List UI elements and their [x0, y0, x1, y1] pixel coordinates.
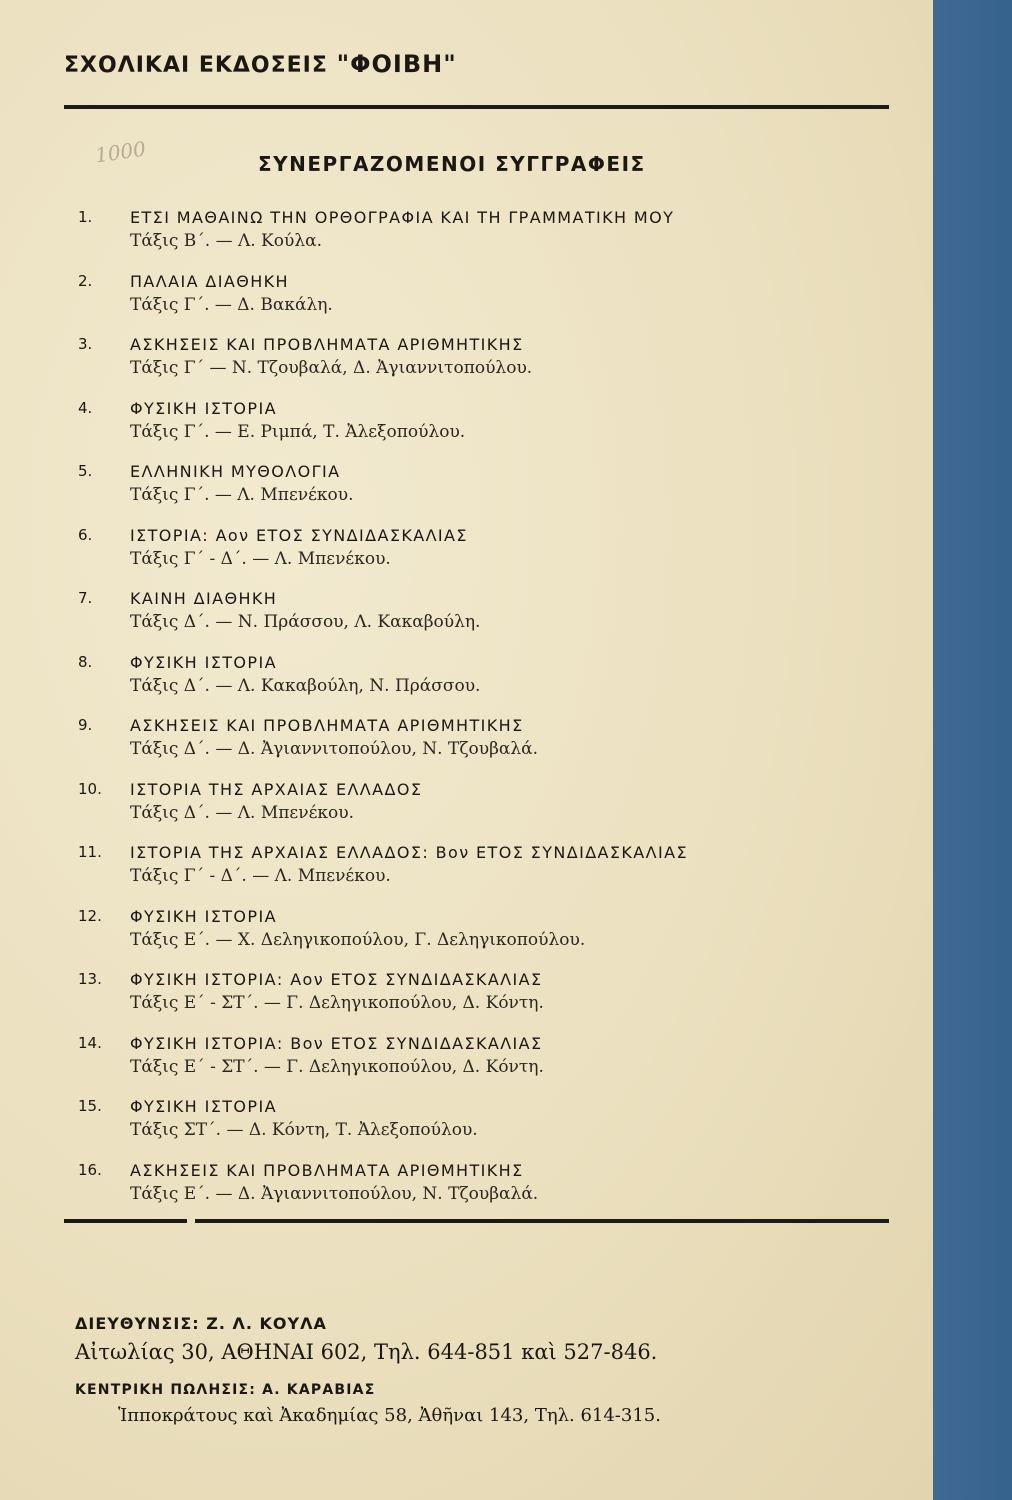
entry-number: 4.	[78, 398, 93, 417]
entry-detail: Τάξις Γ΄. — Δ. Βακάλη.	[130, 294, 333, 315]
entry-number: 15.	[78, 1097, 102, 1115]
list-item	[0, 843, 900, 905]
entry-title: ΠΑΛΑΙΑ ΔΙΑΘΗΚΗ	[130, 271, 289, 291]
address-line: Αἰτωλίας 30, ΑΘΗΝΑΙ 602, Τηλ. 644-851 καὶ 527-846.	[75, 1340, 658, 1364]
sales-line: Ἱπποκράτους καὶ Ἀκαδημίας 58, Ἀθῆναι 143, Τηλ. 614-315.	[118, 1405, 661, 1426]
section-title: ΣΥΝΕΡΓΑΖΟΜΕΝΟΙ ΣΥΓΓΡΑΦΕΙΣ	[258, 152, 646, 176]
list-item	[0, 1097, 900, 1159]
list-item	[0, 272, 900, 334]
address-label: ΔΙΕΥΘΥΝΣΙΣ: Ζ. Λ. ΚΟΥΛΑ	[75, 1314, 327, 1333]
list-item	[0, 716, 900, 778]
entry-title: ΕΤΣΙ ΜΑΘΑΙΝΩ ΤΗΝ ΟΡΘΟΓΡΑΦΙΑ ΚΑΙ ΤΗ ΓΡΑΜΜΑΤΙΚΗ ΜΟΥ	[130, 208, 675, 227]
entry-title: ΚΑΙΝΗ ΔΙΑΘΗΚΗ	[130, 589, 278, 608]
entry-number: 5.	[78, 462, 93, 480]
series-header	[64, 50, 457, 78]
entry-title: ΑΣΚΗΣΕΙΣ ΚΑΙ ΠΡΟΒΛΗΜΑΤΑ ΑΡΙΘΜΗΤΙΚΗΣ	[130, 1160, 524, 1180]
entry-number: 9.	[78, 716, 93, 734]
list-item	[0, 907, 900, 969]
bottom-divider-left	[64, 1219, 187, 1223]
list-item	[0, 462, 900, 524]
entry-detail: Τάξις Γ΄ — Ν. Τζουβαλά, Δ. Ἀγιαννιτοπούλου.	[130, 358, 533, 378]
entry-title: ΙΣΤΟΡΙΑ ΤΗΣ ΑΡΧΑΙΑΣ ΕΛΛΑΔΟΣ: Βον ΕΤΟΣ ΣΥΝΔΙΔΑΣΚΑΛΙΑΣ	[130, 843, 688, 862]
list-item	[0, 399, 900, 461]
sales-label: ΚΕΝΤΡΙΚΗ ΠΩΛΗΣΙΣ: Α. ΚΑΡΑΒΙΑΣ	[75, 1382, 376, 1398]
entry-number: 6.	[78, 525, 93, 544]
entry-title: ΙΣΤΟΡΙΑ: Αον ΕΤΟΣ ΣΥΝΔΙΔΑΣΚΑΛΙΑΣ	[130, 525, 468, 545]
entry-title: ΦΥΣΙΚΗ ΙΣΤΟΡΙΑ: Αον ΕΤΟΣ ΣΥΝΔΙΔΑΣΚΑΛΙΑΣ	[130, 970, 543, 989]
entry-number: 13.	[78, 970, 102, 988]
entry-title: ΑΣΚΗΣΕΙΣ ΚΑΙ ΠΡΟΒΛΗΜΑΤΑ ΑΡΙΘΜΗΤΙΚΗΣ	[130, 716, 524, 735]
entry-number: 1.	[78, 208, 93, 226]
entry-number: 2.	[78, 271, 93, 290]
series-name: ΣΧΟΛΙΚΑΙ ΕΚΔΟΣΕΙΣ	[64, 53, 328, 78]
entry-detail: Τάξις Ε΄ - ΣΤ΄. — Γ. Δεληγικοπούλου, Δ. Κόντη.	[130, 1056, 544, 1077]
list-item	[0, 1161, 900, 1223]
entry-detail: Τάξις Δ΄. — Λ. Κακαβούλη, Ν. Πράσσου.	[130, 675, 481, 696]
blue-spine	[933, 0, 1012, 1500]
entry-number: 12.	[78, 906, 102, 925]
entry-detail: Τάξις Γ΄. — Λ. Μπενέκου.	[130, 485, 354, 505]
entry-detail: Τάξις Γ΄ - Δ΄. — Λ. Μπενέκου.	[130, 866, 391, 886]
entry-title: ΦΥΣΙΚΗ ΙΣΤΟΡΙΑ	[130, 1097, 277, 1116]
list-item	[0, 335, 900, 397]
entry-detail: Τάξις Δ΄. — Ν. Πράσσου, Λ. Κακαβούλη.	[130, 612, 481, 632]
entry-detail: Τάξις Δ΄. — Δ. Ἀγιαννιτοπούλου, Ν. Τζουβαλά.	[130, 739, 539, 759]
entry-title: ΙΣΤΟΡΙΑ ΤΗΣ ΑΡΧΑΙΑΣ ΕΛΛΑΔΟΣ	[130, 779, 423, 799]
entry-detail: Τάξις Γ΄. — Ε. Ριμπά, Τ. Ἀλεξοπούλου.	[130, 421, 466, 442]
list-item	[0, 589, 900, 651]
entry-title: ΦΥΣΙΚΗ ΙΣΤΟΡΙΑ	[130, 652, 277, 672]
pencil-note: 1000	[93, 136, 148, 168]
entry-detail: Τάξις Δ΄. — Λ. Μπενέκου.	[130, 802, 354, 823]
entry-detail: Τάξις Γ΄ - Δ΄. — Λ. Μπενέκου.	[130, 548, 391, 569]
entry-detail: Τάξις Ε΄ - ΣΤ΄. — Γ. Δεληγικοπούλου, Δ. Κόντη.	[130, 993, 544, 1013]
list-item	[0, 526, 900, 588]
entry-title: ΦΥΣΙΚΗ ΙΣΤΟΡΙΑ	[130, 398, 277, 418]
list-item	[0, 780, 900, 842]
entry-number: 11.	[78, 843, 102, 861]
entry-title: ΕΛΛΗΝΙΚΗ ΜΥΘΟΛΟΓΙΑ	[130, 462, 341, 481]
list-item	[0, 653, 900, 715]
entry-detail: Τάξις Β΄. — Λ. Κούλα.	[130, 231, 322, 251]
entry-detail: Τάξις ΣΤ΄. — Δ. Κόντη, Τ. Ἀλεξοπούλου.	[130, 1120, 478, 1140]
entry-title: ΑΣΚΗΣΕΙΣ ΚΑΙ ΠΡΟΒΛΗΜΑΤΑ ΑΡΙΘΜΗΤΙΚΗΣ	[130, 335, 524, 354]
list-item	[0, 1034, 900, 1096]
entry-number: 14.	[78, 1033, 102, 1052]
entry-number: 8.	[78, 652, 93, 671]
entry-number: 3.	[78, 335, 93, 353]
entry-title: ΦΥΣΙΚΗ ΙΣΤΟΡΙΑ: Βον ΕΤΟΣ ΣΥΝΔΙΔΑΣΚΑΛΙΑΣ	[130, 1033, 543, 1053]
entry-detail: Τάξις Ε΄. — Χ. Δεληγικοπούλου, Γ. Δεληγικοπούλου.	[130, 929, 586, 950]
entry-number: 10.	[78, 779, 102, 798]
entry-number: 16.	[78, 1160, 102, 1179]
bottom-divider-right	[195, 1219, 889, 1223]
entry-number: 7.	[78, 589, 93, 607]
list-item	[0, 208, 900, 270]
entry-detail: Τάξις Ε΄. — Δ. Ἀγιαννιτοπούλου, Ν. Τζουβαλά.	[130, 1183, 539, 1204]
top-divider	[64, 105, 889, 109]
series-quoted-name: "ΦΟΙΒΗ"	[336, 50, 457, 78]
list-item	[0, 970, 900, 1032]
entry-title: ΦΥΣΙΚΗ ΙΣΤΟΡΙΑ	[130, 906, 277, 926]
